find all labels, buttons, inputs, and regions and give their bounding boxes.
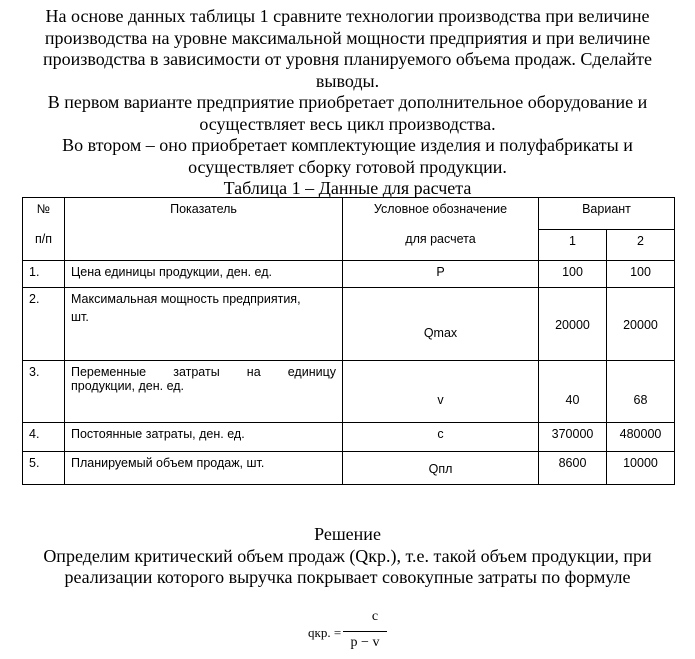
header-indicator-cell xyxy=(65,198,343,261)
row-name-cell xyxy=(65,452,343,485)
header-variant-2-cell xyxy=(607,230,675,261)
solution-title: Решение xyxy=(314,524,381,544)
row-value-1: 370000 xyxy=(551,427,594,441)
table-header-row xyxy=(23,198,675,230)
row-number: 2. xyxy=(29,292,40,306)
row-name-cell xyxy=(65,423,343,452)
data-table xyxy=(22,197,675,485)
row-value-1-cell xyxy=(539,423,607,452)
row-value-2: 10000 xyxy=(623,456,658,470)
table-row xyxy=(23,361,675,423)
row-symbol-cell xyxy=(343,261,539,288)
formula-lhs: qкр. = xyxy=(308,625,342,640)
row-symbol: v xyxy=(437,393,444,407)
row-value-1: 8600 xyxy=(558,456,587,470)
header-number-cell xyxy=(23,198,65,261)
row-name: Планируемый объем продаж, шт. xyxy=(71,456,265,470)
task-paragraph-3: Во втором – оно приобретает комплектующие изделия и полуфабрикаты и осуществляет сборку готовой продукции. xyxy=(62,135,633,177)
row-name-cell xyxy=(65,361,343,423)
row-symbol: Qmax xyxy=(423,326,458,340)
solution-text: Определим критический объем продаж (Qкр.), т.е. такой объем продукции, при реализации которого выручка покрывает совокупные затраты по формуле xyxy=(43,545,652,587)
row-value-1-cell xyxy=(539,452,607,485)
row-symbol: P xyxy=(436,265,445,279)
header-variant-1: 1 xyxy=(569,234,576,248)
row-number-cell xyxy=(23,423,65,452)
row-value-2-cell xyxy=(607,288,675,361)
header-variant-1-cell xyxy=(539,230,607,261)
row-value-2: 480000 xyxy=(619,427,662,441)
row-value-2-cell xyxy=(607,452,675,485)
table-row xyxy=(23,452,675,485)
task-paragraph-2: В первом варианте предприятие приобретает дополнительное оборудование и осуществляет весь цикл производства. xyxy=(47,92,648,134)
formula-numerator: c xyxy=(371,609,379,624)
row-name-cell xyxy=(65,261,343,288)
row-number: 1. xyxy=(29,265,40,279)
table-row xyxy=(23,288,675,361)
row-value-2-cell xyxy=(607,261,675,288)
header-indicator: Показатель xyxy=(170,202,237,216)
table-row xyxy=(23,423,675,452)
solution-section xyxy=(20,524,675,589)
row-value-1-cell xyxy=(539,361,607,423)
header-variant-2: 2 xyxy=(637,234,644,248)
row-symbol-cell xyxy=(343,361,539,423)
task-paragraph-1: На основе данных таблицы 1 сравните технологии производства при величине производства на уровне максимальной мощности предприятия и при величине производства в зависимости от уровня планируемого объема продаж. Сделайте выводы. xyxy=(42,6,652,91)
row-number: 4. xyxy=(29,427,40,441)
row-name-line-1: Максимальная мощность предприятия, xyxy=(71,292,301,306)
row-value-2-cell xyxy=(607,361,675,423)
row-value-1: 40 xyxy=(565,393,580,407)
row-name-line-2: продукции, ден. ед. xyxy=(71,379,185,393)
task-intro xyxy=(20,6,675,200)
row-symbol-cell xyxy=(343,288,539,361)
formula-denominator: p − v xyxy=(350,635,380,650)
row-name-cell xyxy=(65,288,343,361)
table-row xyxy=(23,261,675,288)
row-symbol-cell xyxy=(343,423,539,452)
header-symbol-sub: для расчета xyxy=(405,232,476,246)
row-number-cell xyxy=(23,361,65,423)
row-name-line-2: шт. xyxy=(71,310,89,324)
row-value-2: 20000 xyxy=(623,318,658,332)
header-number: № xyxy=(36,202,51,216)
row-symbol-cell xyxy=(343,452,539,485)
row-value-1: 20000 xyxy=(555,318,590,332)
row-number: 5. xyxy=(29,456,40,470)
row-value-2: 100 xyxy=(630,265,651,279)
row-name: Цена единицы продукции, ден. ед. xyxy=(71,265,273,279)
row-number-cell xyxy=(23,288,65,361)
row-value-1-cell xyxy=(539,261,607,288)
row-value-1: 100 xyxy=(562,265,583,279)
row-symbol: c xyxy=(437,427,444,441)
formula-fraction-bar xyxy=(343,631,387,632)
row-value-2: 68 xyxy=(633,393,648,407)
row-number-cell xyxy=(23,452,65,485)
header-symbol: Условное обозначение xyxy=(373,202,508,216)
row-number-cell xyxy=(23,261,65,288)
row-value-2-cell xyxy=(607,423,675,452)
critical-volume-formula xyxy=(308,609,398,655)
row-value-1-cell xyxy=(539,288,607,361)
row-name-line-1: Переменные затраты на единицу xyxy=(71,365,336,379)
header-variant-cell xyxy=(539,198,675,230)
header-symbol-cell xyxy=(343,198,539,261)
row-number: 3. xyxy=(29,365,40,379)
row-name: Постоянные затраты, ден. ед. xyxy=(71,427,245,441)
row-symbol: Qпл xyxy=(428,462,453,476)
table-caption: Таблица 1 – Данные для расчета xyxy=(223,178,472,198)
header-variant: Вариант xyxy=(582,202,631,216)
header-number-sub: п/п xyxy=(34,232,52,246)
